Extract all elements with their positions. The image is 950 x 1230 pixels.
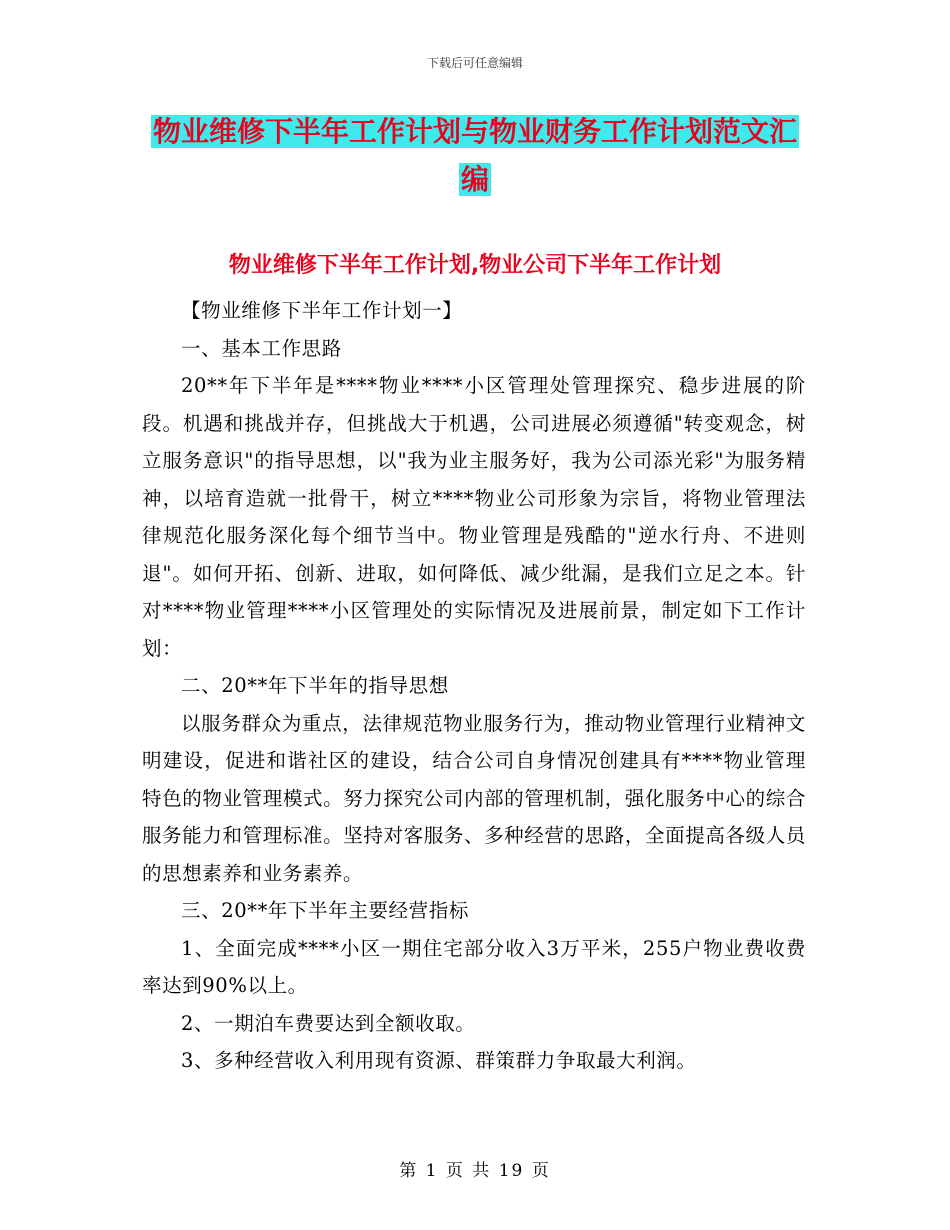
paragraph-plan-heading: 【物业维修下半年工作计划一】 [181, 299, 463, 322]
document-body [142, 292, 806, 1080]
document-title-line-1: 物业维修下半年工作计划与物业财务工作计划范文汇 [152, 115, 797, 148]
paragraph-item-2: 2、一期泊车费要达到全额收取。 [181, 1011, 476, 1035]
document-title [0, 108, 950, 204]
paragraph-item-1: 1、全面完成****小区一期住宅部分收入3万平米，255户物业费收费率达到90%以上。 [142, 936, 806, 997]
page-number-footer: 第 1 页 共 19 页 [399, 1161, 551, 1181]
paragraph-section-1-heading: 一、基本工作思路 [181, 336, 342, 360]
paragraph-section-2-body: 以服务群众为重点，法律规范物业服务行为，推动物业管理行业精神文明建设，促进和谐社区的建设，结合公司自身情况创建具有****物业管理特色的物业管理模式。努力探究公司内部的管理机制，强化服务中心的综合服务能力和管理标准。坚持对客服务、多种经营的思路，全面提高各级人员的思想素养和业务素养。 [142, 711, 806, 885]
paragraph-section-1-body: 20**年下半年是****物业****小区管理处管理探究、稳步进展的阶段。机遇和挑战并存，但挑战大于机遇，公司进展必须遵循"转变观念，树立服务意识"的指导思想，以"我为业主服务好，我为公司添光彩"为服务精神，以培育造就一批骨干，树立****物业公司形象为宗旨，将物业管理法律规范化服务深化每个细节当中。物业管理是残酷的"逆水行舟、不进则退"。如何开拓、创新、进取，如何降低、减少纰漏，是我们立足之本。针对****物业管理****小区管理处的实际情况及进展前景，制定如下工作计划： [142, 374, 806, 660]
paragraph-section-3-heading: 三、20**年下半年主要经营指标 [181, 899, 469, 922]
section-title: 物业维修下半年工作计划,物业公司下半年工作计划 [228, 253, 722, 278]
document-title-line-2: 编 [460, 163, 489, 196]
page-header-note: 下载后可任意编辑 [426, 56, 523, 70]
paragraph-section-2-heading: 二、20**年下半年的指导思想 [181, 674, 449, 697]
paragraph-item-3: 3、多种经营收入利用现有资源、群策群力争取最大利润。 [181, 1049, 697, 1072]
